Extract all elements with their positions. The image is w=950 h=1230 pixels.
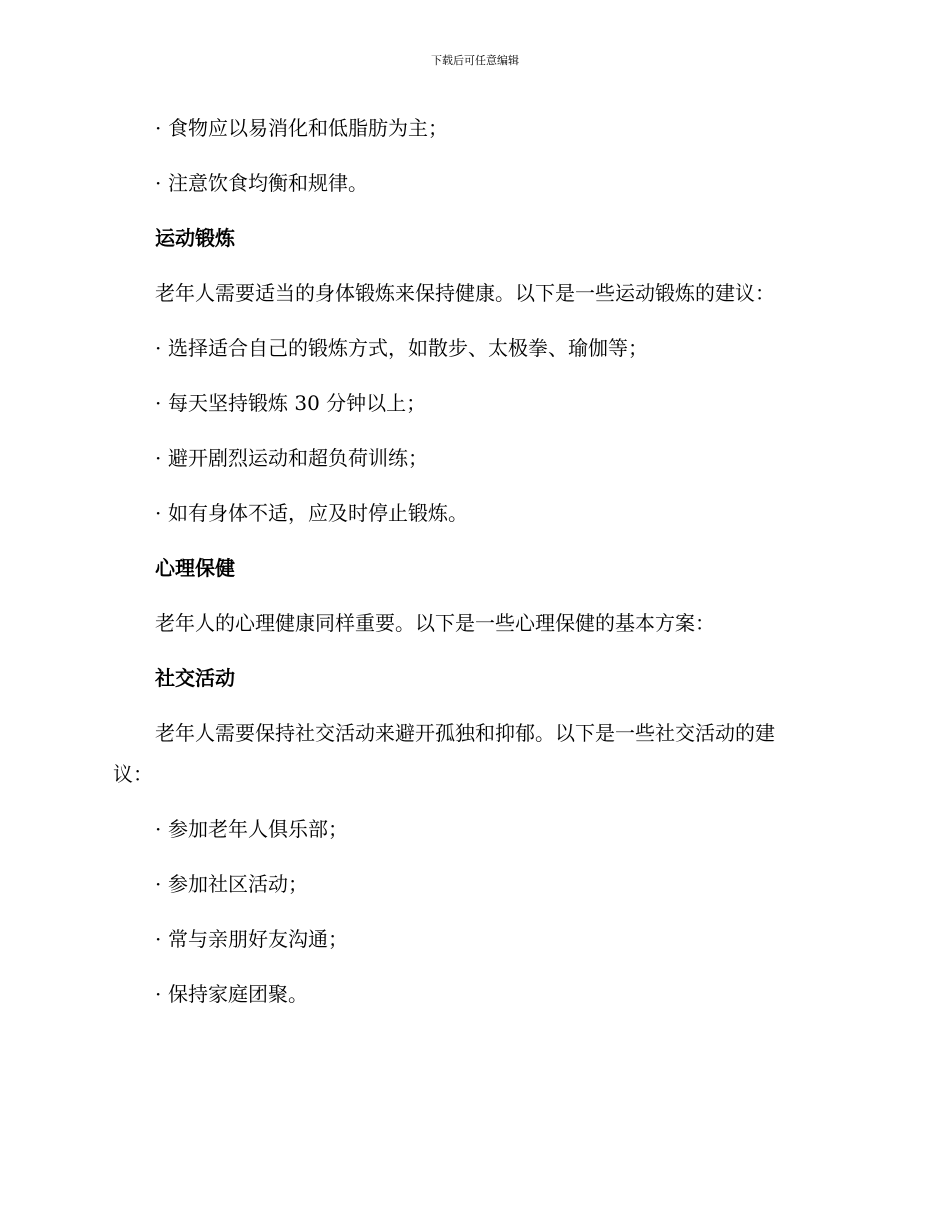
list-item-text: 每天坚持锻炼 30 分钟以上； <box>168 391 427 415</box>
bullet-mark: · <box>155 817 162 841</box>
paragraph-social-intro-line2: 议： <box>113 762 153 786</box>
section-heading-mental: 心理保健 <box>155 556 235 580</box>
bullet-mark: · <box>155 982 162 1006</box>
list-item-text: 选择适合自己的锻炼方式，如散步、太极拳、瑜伽等； <box>168 336 648 360</box>
section-heading-exercise: 运动锻炼 <box>155 226 235 250</box>
list-item <box>155 389 426 417</box>
list-item-text: 避开剧烈运动和超负荷训练； <box>168 446 428 470</box>
list-item-text: 参加老年人俱乐部； <box>168 817 348 841</box>
list-item-text: 保持家庭团聚。 <box>168 982 308 1006</box>
list-item <box>155 815 348 843</box>
list-item-text: 注意饮食均衡和规律。 <box>168 171 368 195</box>
bullet-mark: · <box>155 391 162 415</box>
list-item <box>155 334 648 362</box>
page-header-note: 下载后可任意编辑 <box>431 54 519 67</box>
bullet-mark: · <box>155 171 162 195</box>
list-item-text: 如有身体不适，应及时停止锻炼。 <box>168 501 468 525</box>
bullet-mark: · <box>155 501 162 525</box>
list-item-text: 参加社区活动； <box>168 872 308 896</box>
list-item-text: 常与亲朋好友沟通； <box>168 927 348 951</box>
list-item <box>155 980 308 1008</box>
bullet-mark: · <box>155 872 162 896</box>
list-item-text: 食物应以易消化和低脂肪为主； <box>168 116 448 140</box>
bullet-mark: · <box>155 927 162 951</box>
list-item <box>155 925 348 953</box>
list-item <box>155 499 468 527</box>
bullet-mark: · <box>155 446 162 470</box>
paragraph-exercise-intro: 老年人需要适当的身体锻炼来保持健康。以下是一些运动锻炼的建议： <box>155 281 775 305</box>
list-item <box>155 169 368 197</box>
section-heading-social: 社交活动 <box>155 666 235 690</box>
bullet-mark: · <box>155 116 162 140</box>
paragraph-mental-intro: 老年人的心理健康同样重要。以下是一些心理保健的基本方案： <box>155 611 715 635</box>
list-item <box>155 114 448 142</box>
list-item <box>155 870 308 898</box>
bullet-mark: · <box>155 336 162 360</box>
list-item <box>155 444 428 472</box>
paragraph-social-intro-line1: 老年人需要保持社交活动来避开孤独和抑郁。以下是一些社交活动的建 <box>155 721 775 745</box>
